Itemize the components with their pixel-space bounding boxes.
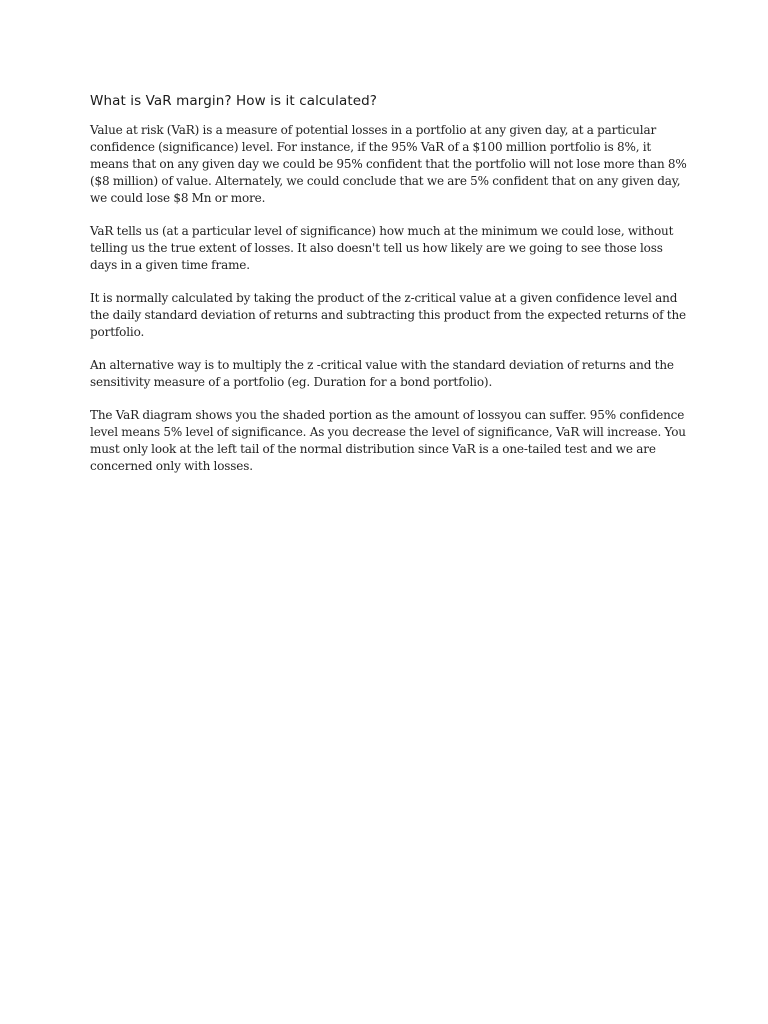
- paragraph-var-diagram: The VaR diagram shows you the shaded portion as the amount of lossyou can suffer. 95% confidence level means 5% level of significance. As you decrease the level of significance, VaR will increase. You must only look at the left tail of the normal distribution since VaR is a one-tailed test and we are concerned only with losses.: [90, 408, 686, 473]
- paragraph-alternative-method: An alternative way is to multiply the z -critical value with the standard deviation of returns and the sensitivity measure of a portfolio (eg. Duration for a bond portfolio).: [90, 358, 674, 389]
- document-title: What is VaR margin? How is it calculated?: [90, 93, 378, 109]
- paragraph-var-definition: Value at risk (VaR) is a measure of potential losses in a portfolio at any given day, at a particular confidence (significance) level. For instance, if the 95% VaR of a $100 million portfolio is 8%, it means that on any given day we could be 95% confident that the portfolio will not lose more than 8% ($8 million) of value. Alternately, we could conclude that we are 5% confident that on any given day, we could lose $8 Mn or more.: [90, 123, 687, 205]
- document-content: [90, 92, 690, 491]
- paragraph-calculation-method: It is normally calculated by taking the product of the z-critical value at a given confidence level and the daily standard deviation of returns and subtracting this product from the expected returns of the portfolio.: [90, 291, 686, 339]
- paragraph-var-limitations: VaR tells us (at a particular level of significance) how much at the minimum we could lose, without telling us the true extent of losses. It also doesn't tell us how likely are we going to see those loss days in a given time frame.: [90, 224, 674, 272]
